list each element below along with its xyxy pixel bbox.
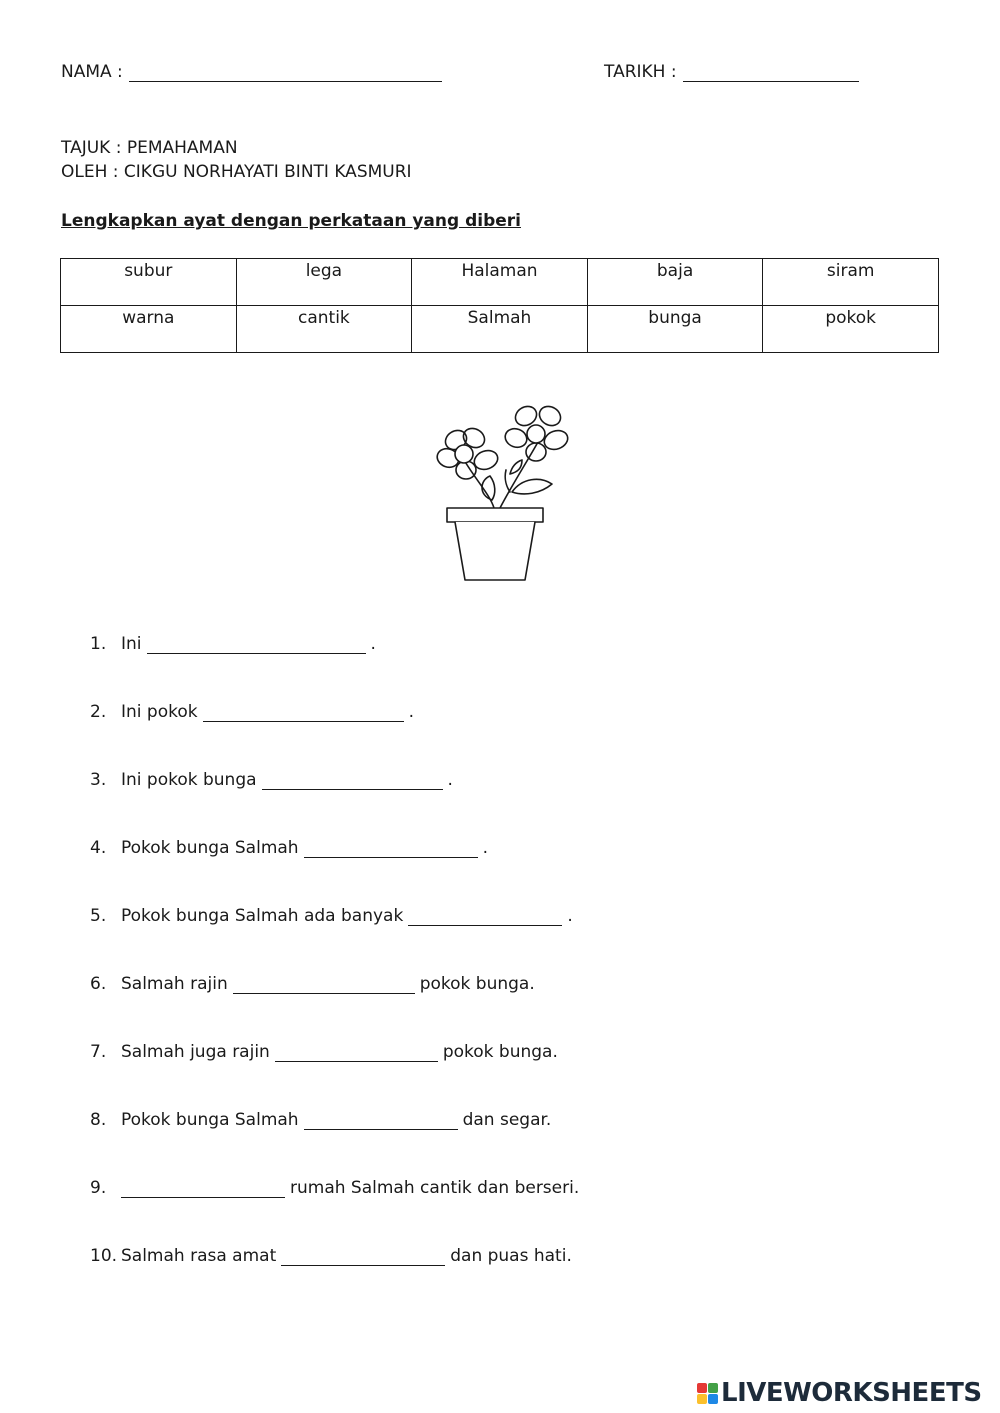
word-cell: subur bbox=[61, 259, 237, 306]
word-cell: Halaman bbox=[412, 259, 588, 306]
word-cell: pokok bbox=[763, 306, 939, 353]
question-4 bbox=[90, 838, 488, 858]
question-text-after: . bbox=[482, 838, 488, 858]
question-8 bbox=[90, 1110, 551, 1130]
question-text-after: rumah Salmah cantik dan berseri. bbox=[290, 1178, 580, 1198]
word-cell: bunga bbox=[587, 306, 763, 353]
question-number: 4. bbox=[90, 838, 107, 858]
word-cell: warna bbox=[61, 306, 237, 353]
question-3 bbox=[90, 770, 453, 790]
question-text-after: dan puas hati. bbox=[450, 1246, 572, 1266]
word-cell: siram bbox=[763, 259, 939, 306]
question-text-after: dan segar. bbox=[462, 1110, 552, 1130]
question-text-before: Ini pokok bbox=[121, 702, 198, 722]
word-bank-table bbox=[60, 258, 939, 353]
answer-blank[interactable] bbox=[304, 843, 478, 858]
answer-blank[interactable] bbox=[408, 911, 562, 926]
logo-square bbox=[708, 1394, 718, 1404]
word-bank-row bbox=[61, 306, 939, 353]
date-label: TARIKH : bbox=[604, 62, 677, 82]
answer-blank[interactable] bbox=[281, 1251, 445, 1266]
question-text-after: pokok bunga. bbox=[419, 974, 535, 994]
word-cell: Salmah bbox=[412, 306, 588, 353]
question-number: 3. bbox=[90, 770, 107, 790]
question-text-before: Pokok bunga Salmah bbox=[121, 838, 299, 858]
question-text-after: pokok bunga. bbox=[442, 1042, 558, 1062]
question-text-before: Pokok bunga Salmah ada banyak bbox=[121, 906, 404, 926]
question-text-before: Pokok bunga Salmah bbox=[121, 1110, 299, 1130]
question-number: 7. bbox=[90, 1042, 107, 1062]
question-text-before: Salmah rajin bbox=[121, 974, 228, 994]
word-cell: baja bbox=[587, 259, 763, 306]
question-9 bbox=[90, 1178, 579, 1198]
answer-blank[interactable] bbox=[121, 1183, 285, 1198]
word-bank-row bbox=[61, 259, 939, 306]
question-text-before: Ini pokok bunga bbox=[121, 770, 257, 790]
logo-square bbox=[708, 1383, 718, 1393]
question-number: 10. bbox=[90, 1246, 118, 1266]
answer-blank[interactable] bbox=[262, 775, 443, 790]
liveworksheets-logo bbox=[697, 1378, 982, 1408]
answer-blank[interactable] bbox=[304, 1115, 458, 1130]
question-1 bbox=[90, 634, 376, 654]
worksheet-title: TAJUK : PEMAHAMAN bbox=[61, 138, 238, 158]
question-text-before: Salmah juga rajin bbox=[121, 1042, 270, 1062]
word-cell: lega bbox=[236, 259, 412, 306]
question-7 bbox=[90, 1042, 558, 1062]
date-blank[interactable] bbox=[683, 67, 859, 82]
flower-pot-icon bbox=[428, 400, 580, 585]
question-2 bbox=[90, 702, 414, 722]
answer-blank[interactable] bbox=[233, 979, 415, 994]
question-text-after: . bbox=[370, 634, 376, 654]
question-number: 6. bbox=[90, 974, 107, 994]
question-text-before: Ini bbox=[121, 634, 142, 654]
logo-text: LIVEWORKSHEETS bbox=[721, 1378, 982, 1408]
name-label: NAMA : bbox=[61, 62, 123, 82]
question-number: 2. bbox=[90, 702, 107, 722]
date-field bbox=[604, 62, 859, 82]
answer-blank[interactable] bbox=[275, 1047, 438, 1062]
question-text-after: . bbox=[447, 770, 453, 790]
question-text-before: Salmah rasa amat bbox=[121, 1246, 277, 1266]
question-number: 5. bbox=[90, 906, 107, 926]
logo-square bbox=[697, 1394, 707, 1404]
logo-square bbox=[697, 1383, 707, 1393]
answer-blank[interactable] bbox=[203, 707, 404, 722]
question-6 bbox=[90, 974, 535, 994]
question-number: 8. bbox=[90, 1110, 107, 1130]
name-field bbox=[61, 62, 442, 82]
instruction-heading: Lengkapkan ayat dengan perkataan yang diberi bbox=[61, 211, 521, 231]
question-5 bbox=[90, 906, 573, 926]
word-cell: cantik bbox=[236, 306, 412, 353]
answer-blank[interactable] bbox=[147, 639, 366, 654]
worksheet-author: OLEH : CIKGU NORHAYATI BINTI KASMURI bbox=[61, 162, 412, 182]
question-text-after: . bbox=[408, 702, 414, 722]
name-blank[interactable] bbox=[129, 67, 442, 82]
logo-mark-icon bbox=[697, 1383, 718, 1404]
question-number: 1. bbox=[90, 634, 107, 654]
question-number: 9. bbox=[90, 1178, 107, 1198]
question-text-after: . bbox=[567, 906, 573, 926]
question-10 bbox=[90, 1246, 572, 1266]
